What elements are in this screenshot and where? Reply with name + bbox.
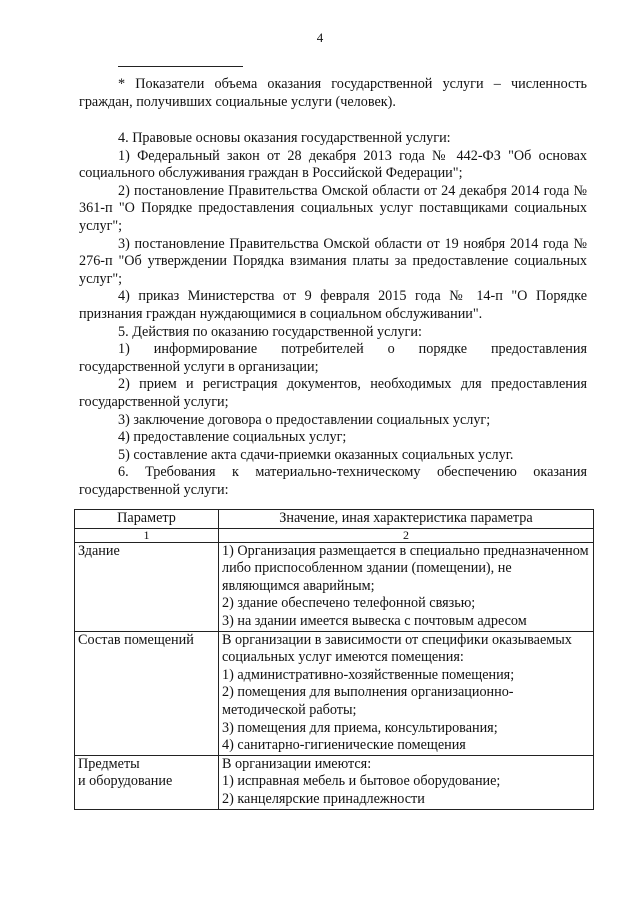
value-line: 4) санитарно-гигиенические помещения (222, 737, 466, 754)
param-building: Здание (75, 542, 219, 631)
value-line: 2) помещения для выполнения организационно-методической работы; (222, 684, 514, 718)
footnote-divider (118, 66, 243, 67)
action-item-4: 4) предоставление социальных услуг; (118, 429, 347, 446)
table-column-numbers-row (75, 528, 594, 542)
action-item-1: 1) информирование потребителей о порядке предоставления государственной услуги в организации; (79, 341, 587, 375)
value-equipment (219, 755, 594, 809)
footnote-text: * Показатели объема оказания государственной услуги – численность граждан, получивших социальные услуги (человек). (79, 76, 587, 110)
legal-basis-item-3: 3) постановление Правительства Омской области от 19 ноября 2014 года № 276-п "Об утверждении Порядка взимания платы за предоставление социальных услуг"; (79, 235, 587, 287)
action-item-5: 5) составление акта сдачи-приемки оказанных социальных услуг. (118, 446, 514, 463)
param-line: и оборудование (78, 773, 173, 790)
legal-basis-item-1: 1) Федеральный закон от 28 декабря 2013 года № 442-ФЗ "Об основах социального обслуживания граждан в Российской Федерации"; (79, 147, 587, 182)
value-line: В организации имеются: (222, 755, 372, 772)
requirements-table (74, 509, 594, 810)
table-row (75, 542, 594, 631)
param-premises: Состав помещений (75, 631, 219, 755)
section-6-heading: 6. Требования к материально-техническому обеспечению оказания государственной услуги: (79, 464, 587, 498)
value-line: 1) исправная мебель и бытовое оборудование; (222, 773, 501, 790)
table-row (75, 631, 594, 755)
value-line: 3) помещения для приема, консультирования; (222, 719, 498, 736)
value-line: В организации в зависимости от специфики оказываемых социальных услуг имеются помещения: (222, 631, 572, 666)
section-4-heading: 4. Правовые основы оказания государственной услуги: (118, 130, 451, 146)
param-equipment (75, 755, 219, 809)
page-number: 4 (316, 30, 324, 45)
section-5-heading: 5. Действия по оказанию государственной услуги: (118, 323, 422, 340)
header-parameter: Параметр (75, 510, 219, 529)
table-row (75, 755, 594, 809)
value-line: 1) Организация размещается в специально предназначенном либо приспособленном здании (помещении), не являющимся аварийным; (222, 542, 589, 594)
column-number-1: 1 (75, 528, 219, 542)
legal-basis-item-4: 4) приказ Министерства от 9 февраля 2015 года № 14-п "О Порядке признания граждан нуждающимися в социальном обслуживании". (79, 288, 587, 322)
footnote (79, 76, 587, 111)
value-line: 3) на здании имеется вывеска с почтовым адресом (222, 612, 527, 629)
document-body (79, 130, 587, 499)
action-item-3: 3) заключение договора о предоставлении социальных услуг; (118, 411, 491, 428)
value-building (219, 542, 594, 631)
value-line: 2) здание обеспечено телефонной связью; (222, 595, 476, 612)
header-value: Значение, иная характеристика параметра (219, 510, 594, 529)
param-line: Предметы (78, 755, 140, 772)
action-item-2: 2) прием и регистрация документов, необходимых для предоставления государственной услуги; (79, 376, 587, 410)
value-line: 2) канцелярские принадлежности (222, 790, 425, 807)
column-number-2: 2 (219, 528, 594, 542)
value-premises (219, 631, 594, 755)
value-line: 1) административно-хозяйственные помещения; (222, 666, 515, 683)
legal-basis-item-2: 2) постановление Правительства Омской области от 24 декабря 2014 года № 361-п "О Порядке предоставления социальных услуг поставщиками социальных услуг"; (79, 182, 587, 234)
table-header-row (75, 510, 594, 529)
